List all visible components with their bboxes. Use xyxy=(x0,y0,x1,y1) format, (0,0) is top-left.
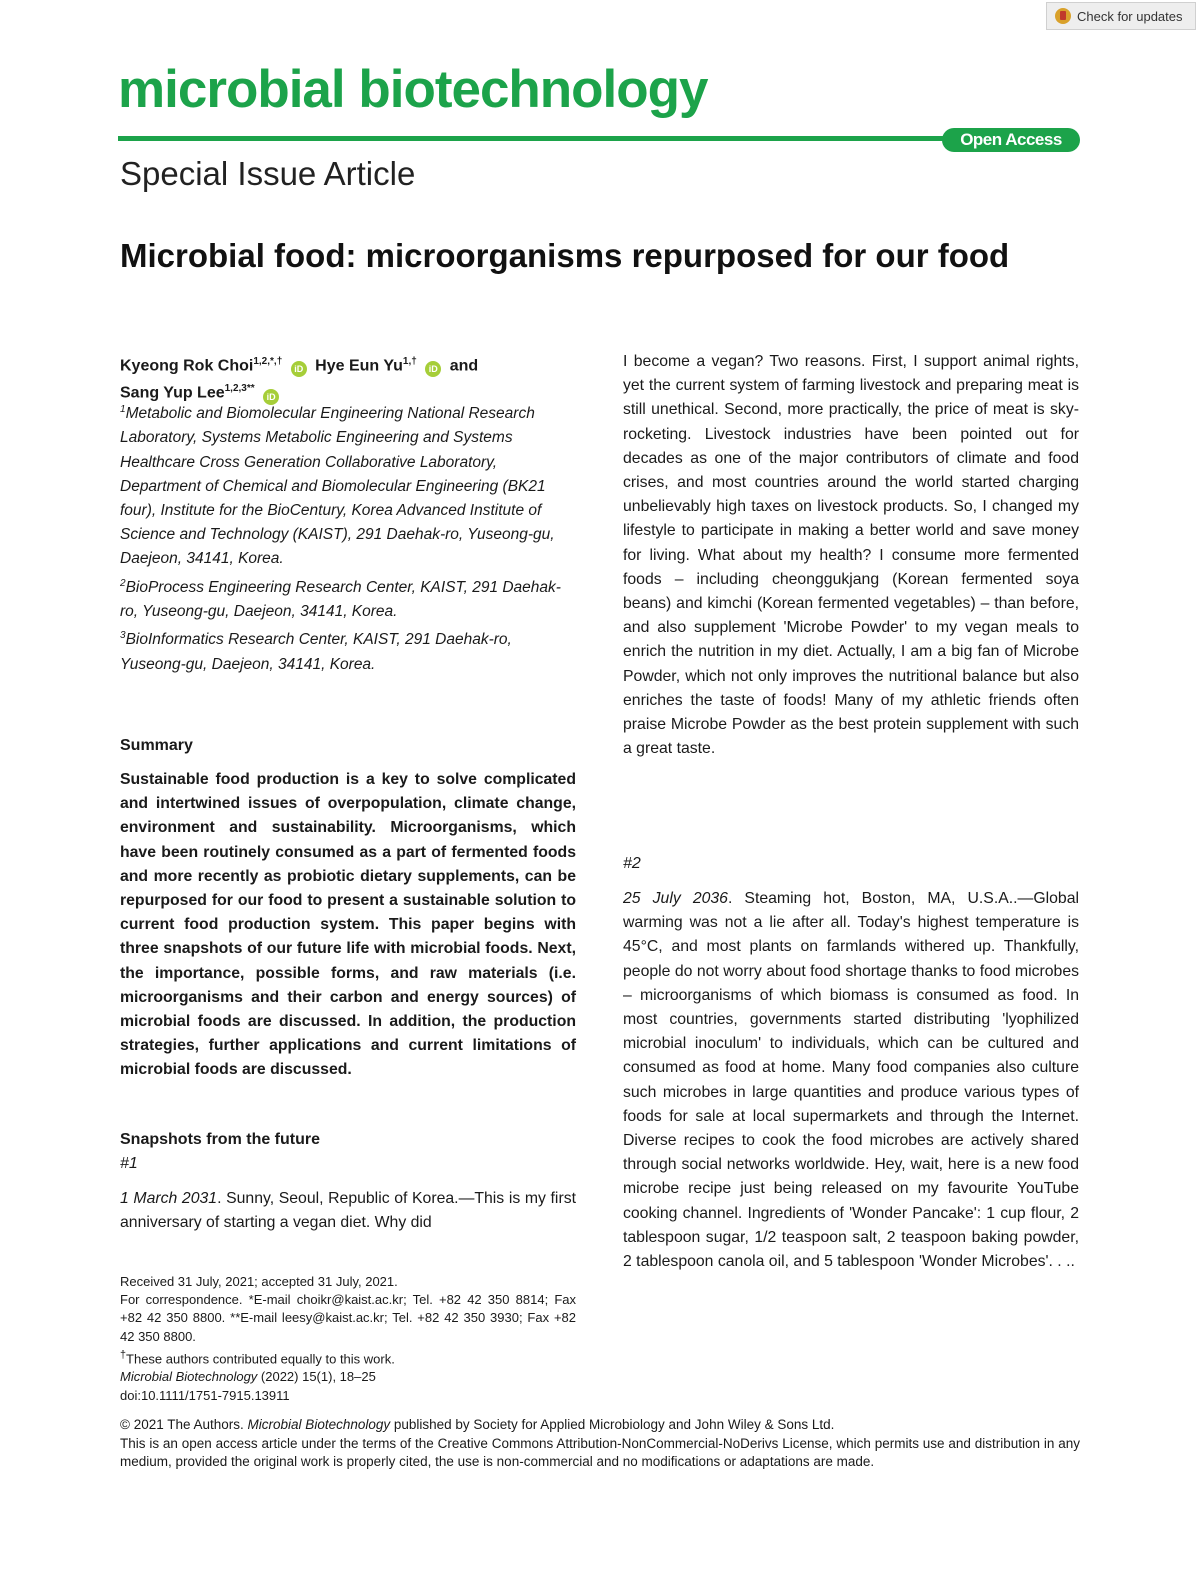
journal-name: microbial biotechnology xyxy=(118,60,708,119)
footnotes xyxy=(120,1273,576,1405)
author-affil-sup: 1,† xyxy=(402,356,417,367)
open-access-badge: Open Access xyxy=(942,128,1080,152)
affiliations xyxy=(120,398,576,677)
orcid-icon[interactable]: iD xyxy=(291,361,307,377)
check-for-updates-button[interactable] xyxy=(1046,2,1196,30)
author-name: Kyeong Rok Choi xyxy=(120,357,254,375)
bookmark-icon xyxy=(1055,8,1071,24)
author-affil-sup: 1,2,*,† xyxy=(253,356,283,367)
snapshot-2-text: 25 July 2036. Steaming hot, Boston, MA, U.S.A..—Global warming was not a lie after all. Today's highest temperature is 45°C, and most plants on farmlands withered up. Thankfully, people do not worry about food shortage thanks to food microbes – microorganisms of which biomass is consumed as food. In most countries, governments started distributing 'lyophilized microbial inoculum' to individuals, which can be cultured and consumed as food at home. Many food companies also culture such microbes in large quantities and produce various types of foods for sale at local supermarkets and through the Internet. Diverse recipes to cook the food microbes are actively shared through social networks worldwide. Hey, wait, here is a new food microbe recipe just being released on my favourite YouTube cooking channel. Ingredients of 'Wonder Pancake': 1 cup flour, 2 tablespoon sugar, 1/2 teaspoon salt, 2 teaspoon baking powder, 2 tablespoon canola oil, and 5 tablespoon 'Wonder Microbes'. . .. xyxy=(623,890,1079,1271)
orcid-icon[interactable]: iD xyxy=(263,389,279,405)
correspondence: For correspondence. *E-mail choikr@kaist.ac.kr; Tel. +82 42 350 8814; Fax +82 42 350 8800. **E-mail leesy@kaist.ac.kr; Tel. +82 42 350 3930; Fax +82 42 350 8800. xyxy=(120,1292,576,1344)
article-type: Special Issue Article xyxy=(120,155,416,192)
author-affil-sup: 1,2,3** xyxy=(224,383,255,395)
affiliation: $^2$BioProcess Engineering Research Center, KAIST, 291 Daehak-ro, Yuseong-gu, Daejeon, 34141, Korea. xyxy=(120,577,561,620)
citation: Microbial Biotechnology (2022) 15(1), 18–25 xyxy=(120,1369,376,1385)
snapshot-1-label: #1 xyxy=(120,1155,138,1172)
header-rule xyxy=(118,136,954,141)
license-text: This is an open access article under the terms of the Creative Commons Attribution-NonCommercial-NoDerivs License, which permits use and distribution in any medium, provided the original work is properly cited, the use is non-commercial and no modifications or adaptations are made. xyxy=(120,1435,1080,1469)
snapshot-2-label: #2 xyxy=(623,855,641,872)
orcid-icon[interactable]: iD xyxy=(425,361,441,377)
doi[interactable]: doi:10.1111/1751-7915.13911 xyxy=(120,1387,290,1403)
affiliation: $^3$BioInformatics Research Center, KAIST, 291 Daehak-ro, Yuseong-gu, Daejeon, 34141, Korea. xyxy=(120,630,512,673)
author-list xyxy=(120,350,576,405)
check-for-updates-label: Check for updates xyxy=(1077,8,1183,24)
author-and: and xyxy=(449,357,479,375)
affiliation: $^1$Metabolic and Biomolecular Engineering National Research Laboratory, Systems Metabolic Engineering and Systems Healthcare Cross Generation Collaborative Laboratory, Department of Chemical and Biomolecular Engineering (BK21 four), Institute for the BioCentury, Korea Advanced Institute of Science and Technology (KAIST), 291 Daehak-ro, Yuseong-gu, Daejeon, 34141, Korea. xyxy=(120,404,555,568)
author-name: Hye Eun Yu xyxy=(315,357,403,375)
summary-heading: Summary xyxy=(120,737,193,754)
author-name: Sang Yup Lee xyxy=(120,384,225,402)
snapshot-1-continued: I become a vegan? Two reasons. First, I support animal rights, yet the current system of farming livestock and preparing meat is still unethical. Second, more practically, the price of meat is sky-rocketing. Livestock industries have been pointed out for decades as one of the major contributors of climate and food crises, and most countries around the world started charging unbelievably high taxes on livestock products. So, I changed my lifestyle to participate in making a better world and save money for living. What about my health? I consume more fermented foods – including cheonggukjang (Korean fermented soya beans) and kimchi (Korean fermented vegetables) – than before, and also supplement 'Microbe Powder' to my vegan meals to enrich the nutrition in my diet. Actually, I am a big fan of Microbe Powder, which not only improves the nutritional balance but also enriches the taste of foods! Many of my athletic friends often praise Microbe Powder as the best protein supplement with such a great taste. xyxy=(623,353,1079,758)
equal-contribution: †These authors contributed equally to this work. xyxy=(120,1348,395,1367)
copyright: © 2021 The Authors. Microbial Biotechnology published by Society for Applied Microbiology and John Wiley & Sons Ltd. xyxy=(120,1417,835,1432)
license-block xyxy=(120,1416,1080,1472)
snapshots-heading: Snapshots from the future xyxy=(120,1131,321,1148)
article-title: Microbial food: microorganisms repurposed for our food xyxy=(120,237,1010,274)
received-dates: Received 31 July, 2021; accepted 31 July, 2021. xyxy=(120,1274,398,1289)
snapshot-1-text: 1 March 2031. Sunny, Seoul, Republic of Korea.—This is my first anniversary of starting a vegan diet. Why did xyxy=(120,1190,576,1232)
summary-text: Sustainable food production is a key to solve complicated and intertwined issues of overpopulation, climate change, environment and sustainability. Microorganisms, which have been routinely consumed as a part of fermented foods and more recently as probiotic dietary supplements, can be repurposed for our food to present a sustainable solution to current food production system. This paper begins with three snapshots of our future life with microbial foods. Next, the importance, possible forms, and raw materials (i.e. microorganisms and their carbon and energy sources) of microbial foods are discussed. In addition, the production strategies, further applications and current limitations of microbial foods are discussed. xyxy=(120,771,576,1079)
